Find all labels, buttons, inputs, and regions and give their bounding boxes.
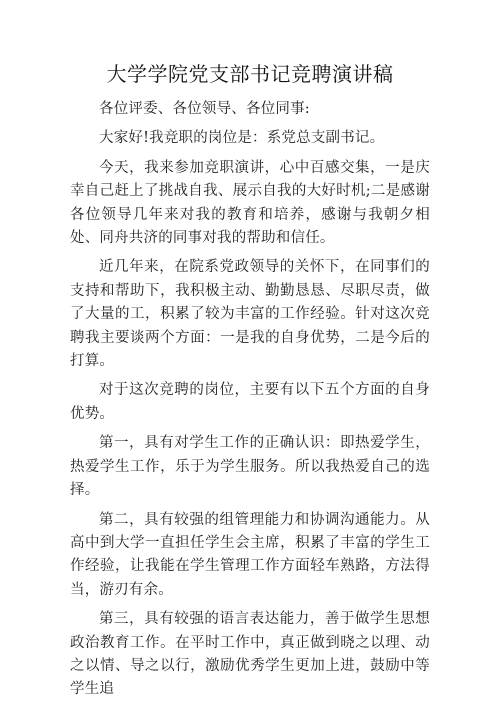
paragraph-advantage-1: 第一，具有对学生工作的正确认识：即热爱学生，热爱学生工作，乐于为学生服务。所以我热爱自己的选择。 <box>70 435 430 499</box>
document-title: 大学学院党支部书记竞聘演讲稿 <box>106 62 394 86</box>
paragraph-advantage-3: 第三，具有较强的语言表达能力，善于做学生思想政治教育工作。在平时工作中，真正做到晓之以理、动之以情、导之以行，激励优秀学生更加上进，鼓励中等学生追 <box>70 611 430 698</box>
paragraph-experience: 近几年来，在院系党政领导的关怀下，在同事们的支持和帮助下，我积极主动、勤勤恳恳、尽职尽责，做了大量的工，积累了较为丰富的工作经验。针对这次竞聘我主要谈两个方面：一是我的自身优势，二是今后的打算。 <box>70 259 430 370</box>
paragraph-introduction: 今天，我来参加竞职演讲，心中百感交集，一是庆幸自己赶上了挑战自我、展示自我的大好时机;二是感谢各位领导几年来对我的教育和培养，感谢与我朝夕相处、同舟共济的同事对我的帮助和信任。 <box>70 159 430 247</box>
document-body <box>70 98 430 702</box>
paragraph-greeting: 大家好!我竞职的岗位是：系党总支副书记。 <box>99 130 385 147</box>
paragraph-advantages-intro: 对于这次竞聘的岗位，主要有以下五个方面的自身优势。 <box>70 382 430 422</box>
paragraph-advantage-2: 第二，具有较强的组管理能力和协调沟通能力。从高中到大学一直担任学生会主席，积累了丰富的学生工作经验，让我能在学生管理工作方面轻车熟路，方法得当，游刃有余。 <box>70 511 430 598</box>
paragraph-salutation: 各位评委、各位领导、各位同事: <box>99 101 310 117</box>
